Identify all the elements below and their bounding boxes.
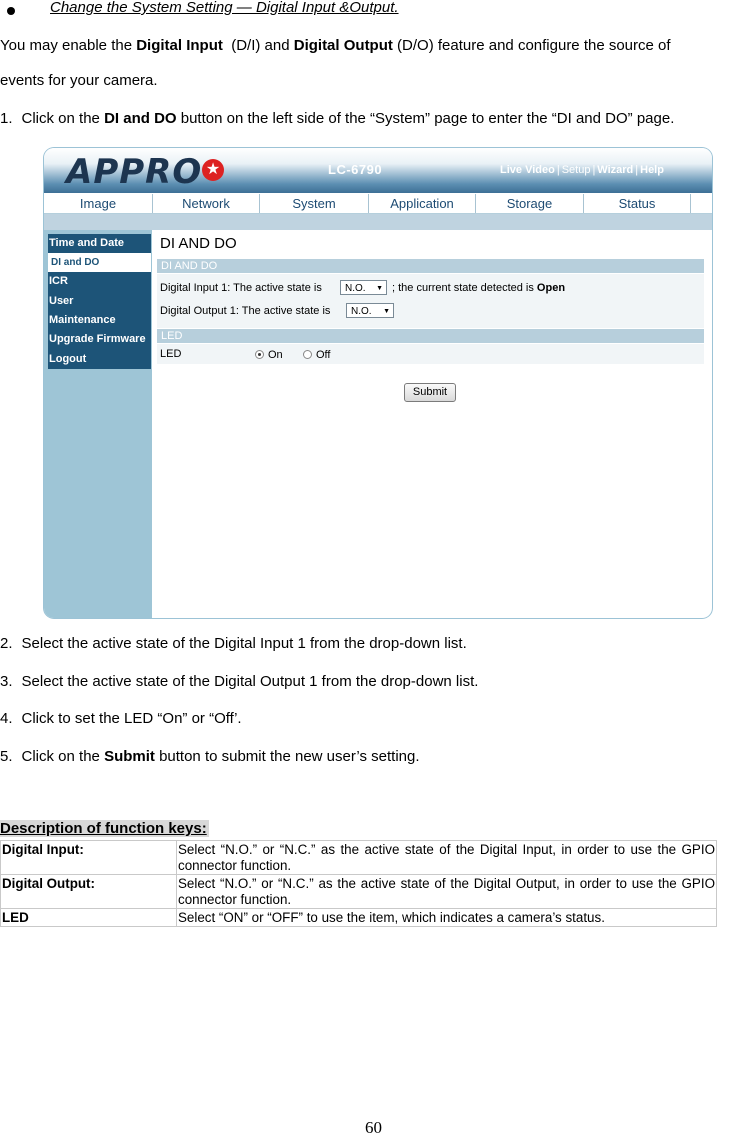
value-cell: Select “N.O.” or “N.C.” as the active state of the Digital Input, in order to use the GPIO connector function. — [178, 842, 715, 873]
wizard-link[interactable]: Wizard — [597, 164, 634, 176]
function-keys-table — [0, 840, 717, 927]
tab-status[interactable]: Status — [584, 194, 691, 213]
current-state-text: ; the current state detected is — [392, 282, 534, 294]
tab-storage[interactable]: Storage — [476, 194, 584, 213]
page-title: DI AND DO — [160, 235, 237, 252]
model-name: LC-6790 — [328, 162, 383, 177]
value-cell: Select “ON” or “OFF” to use the item, which indicates a camera’s status. — [177, 909, 717, 927]
step-text: button to submit the new user’s setting. — [154, 748, 420, 765]
intro-line-2: events for your camera. — [0, 72, 158, 89]
star-icon: ★ — [202, 159, 224, 181]
submit-button[interactable]: Submit — [404, 383, 456, 402]
step-4 — [0, 710, 242, 727]
tab-application[interactable]: Application — [369, 194, 476, 213]
step-text: Click on the — [21, 110, 105, 127]
step-1 — [0, 110, 674, 127]
tab-spacer — [691, 194, 712, 213]
tab-network[interactable]: Network — [153, 194, 260, 213]
led-on-label: On — [268, 349, 283, 361]
table-row — [1, 875, 717, 909]
digital-input-value: N.O. — [345, 283, 366, 294]
live-video-link[interactable]: Live Video — [500, 164, 555, 176]
step-number: 1. — [0, 110, 13, 127]
intro-bold-digital-output: Digital Output — [293, 37, 393, 54]
step-bold: Submit — [104, 748, 155, 765]
bullet-icon — [7, 7, 15, 15]
setup-link[interactable]: Setup — [561, 164, 591, 176]
value-cell: Select “N.O.” or “N.C.” as the active state of the Digital Output, in order to use the GPIO connector function. — [178, 876, 715, 907]
step-3 — [0, 673, 478, 690]
section-header-led: LED — [157, 329, 704, 343]
step-text: Select the active state of the Digital Input 1 from the drop-down list. — [21, 635, 467, 652]
intro-text: (D/I) and — [222, 37, 294, 54]
tab-system[interactable]: System — [260, 194, 369, 213]
section-heading: Change the System Setting — Digital Input &Output. — [50, 0, 399, 16]
digital-input-select[interactable] — [340, 280, 387, 295]
led-label: LED — [160, 348, 182, 360]
menu-item-user[interactable]: User — [49, 295, 74, 307]
step-number: 4. — [0, 710, 13, 727]
menu-item-maintenance[interactable]: Maintenance — [49, 314, 116, 326]
key-cell: LED — [1, 909, 177, 927]
intro-bold-digital-input: Digital Input — [136, 37, 223, 54]
appro-logo: APPRO — [66, 152, 203, 192]
table-row — [1, 909, 717, 927]
step-text: Select the active state of the Digital Output 1 from the drop-down list. — [21, 673, 479, 690]
dropdown-arrow-icon: ▼ — [383, 308, 390, 315]
description-title: Description of function keys: — [0, 820, 207, 837]
help-link[interactable]: Help — [640, 164, 664, 176]
key-cell: Digital Input: — [1, 841, 177, 875]
digital-output-select[interactable] — [346, 303, 394, 318]
led-off-label: Off — [316, 349, 331, 361]
step-number: 5. — [0, 748, 13, 765]
intro-text: You may enable the — [0, 37, 137, 54]
section-header-di-and-do: DI AND DO — [157, 259, 704, 273]
step-2 — [0, 635, 467, 652]
step-number: 3. — [0, 673, 13, 690]
digital-input-label: Digital Input 1: The active state is — [160, 282, 322, 294]
step-bold: DI and DO — [104, 110, 177, 127]
led-off-radio[interactable] — [303, 350, 312, 359]
system-menu — [48, 234, 151, 369]
current-state-label — [392, 282, 565, 294]
menu-item-di-and-do[interactable]: DI and DO — [48, 253, 151, 272]
top-links: Live Video | Setup | Wizard | Help — [500, 164, 664, 176]
step-number: 2. — [0, 635, 13, 652]
current-state-value: Open — [536, 282, 566, 294]
menu-item-upgrade-firmware[interactable]: Upgrade Firmware — [49, 333, 146, 345]
step-5 — [0, 748, 420, 765]
page-number: 60 — [365, 1118, 382, 1137]
intro-line-1 — [0, 37, 671, 54]
camera-web-ui-screenshot — [44, 148, 712, 618]
step-text: Click to set the LED “On” or “Off’. — [21, 710, 242, 727]
main-tabs — [44, 194, 712, 214]
digital-output-value: N.O. — [351, 306, 372, 317]
step-text: Click on the — [21, 748, 105, 765]
key-cell: Digital Output: — [1, 875, 177, 909]
tab-image[interactable]: Image — [44, 194, 153, 213]
led-section-body — [157, 344, 704, 364]
digital-output-label: Digital Output 1: The active state is — [160, 305, 331, 317]
menu-item-logout[interactable]: Logout — [49, 353, 87, 365]
led-on-radio[interactable] — [255, 350, 264, 359]
menu-item-icr[interactable]: ICR — [49, 275, 68, 287]
menu-item-time-and-date[interactable]: Time and Date — [49, 237, 124, 249]
table-row — [1, 841, 717, 875]
dropdown-arrow-icon: ▼ — [376, 285, 383, 292]
step-text: button on the left side of the “System” page to enter the “DI and DO” page. — [176, 110, 675, 127]
intro-text: (D/O) feature and configure the source of — [392, 37, 671, 54]
sub-nav-band — [44, 214, 712, 230]
